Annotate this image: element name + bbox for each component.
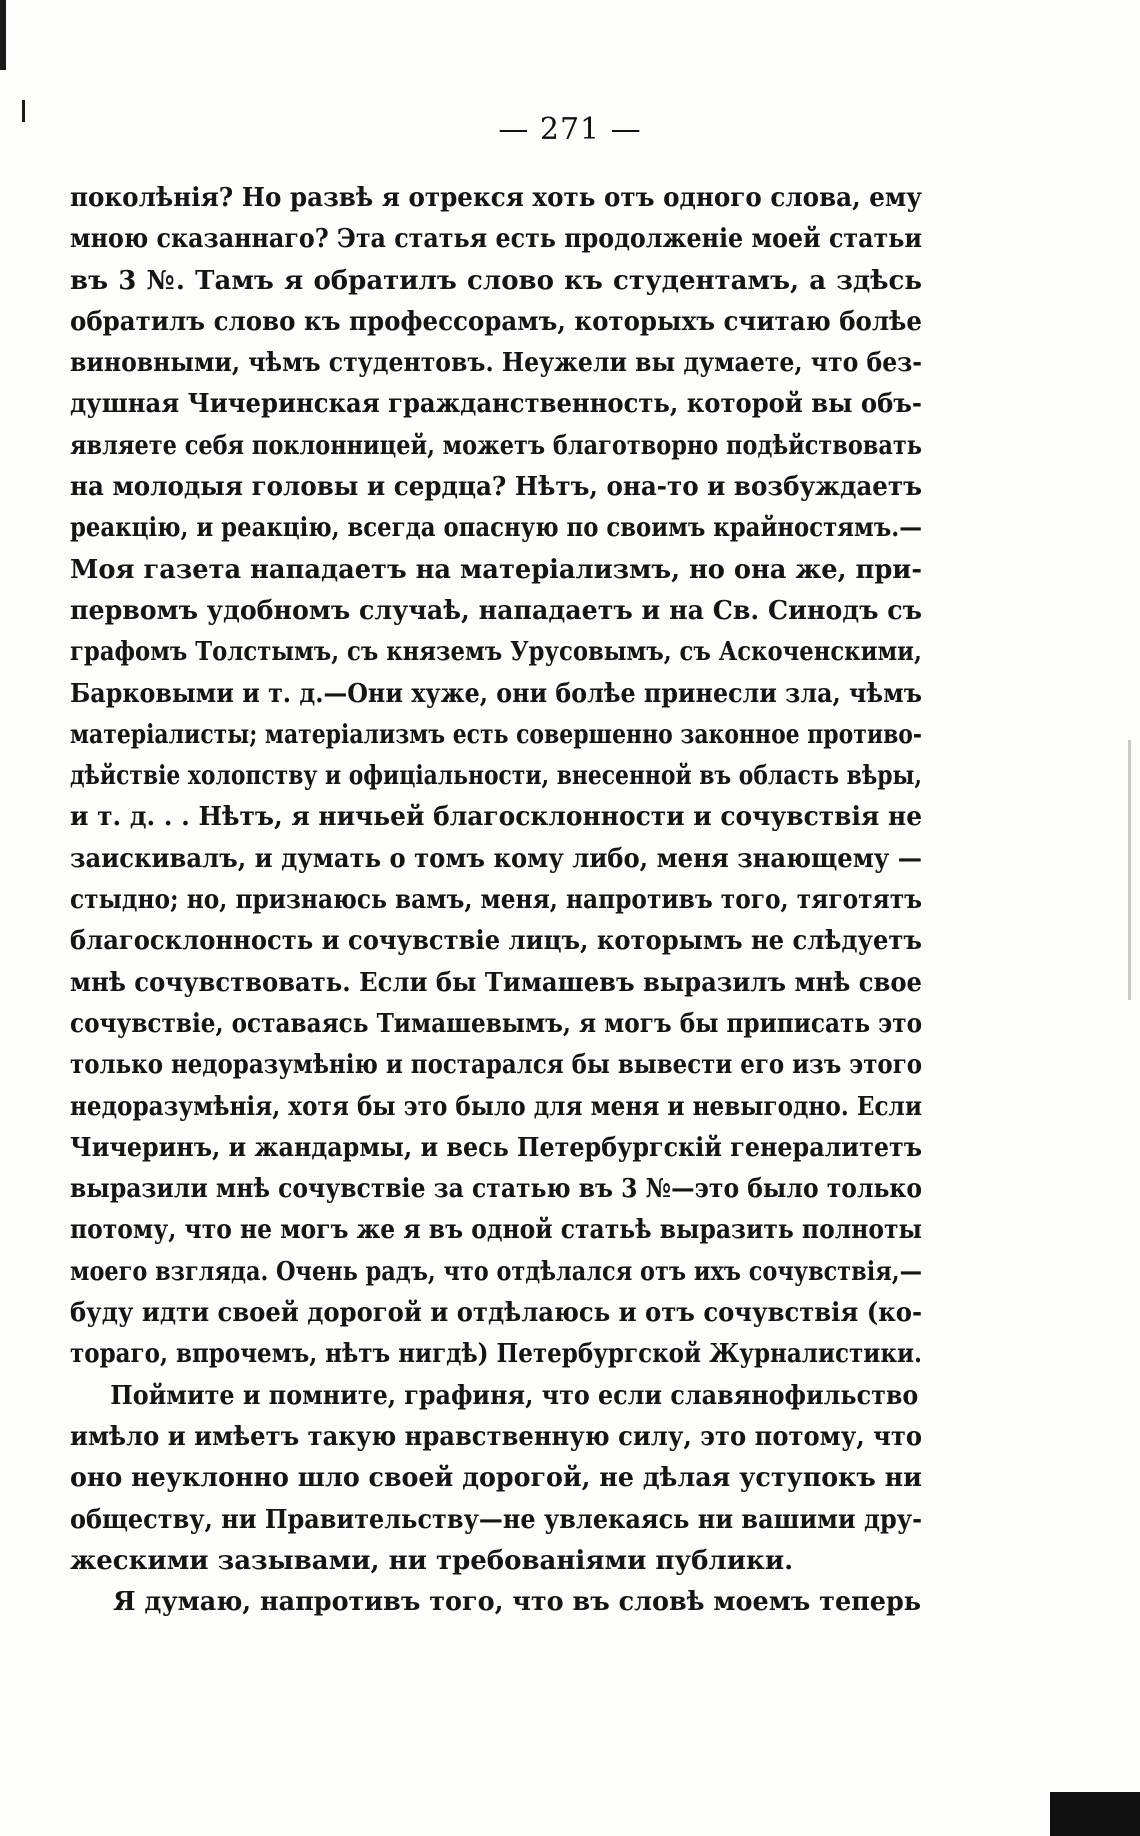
text-line: тораго, впрочемъ, нѣтъ нигдѣ) Петербургской Журналистики. bbox=[70, 1339, 923, 1370]
text-line: матеріалисты; матеріализмъ есть совершенно законное противо- bbox=[70, 719, 923, 750]
page-number: — 271 — bbox=[498, 112, 642, 147]
text-line: на молодыя головы и сердца? Нѣтъ, она-то и возбуждаетъ bbox=[70, 472, 922, 503]
text-line: графомъ Толстымъ, съ княземъ Урусовымъ, съ Аскоченскими, bbox=[70, 637, 922, 668]
text-line: благосклонность и сочувствіе лицъ, которымъ не слѣдуетъ bbox=[70, 926, 922, 957]
text-line: являете себя поклонницей, можетъ благотворно подѣйствовать bbox=[70, 430, 922, 461]
text-line: недоразумѣнія, хотя бы это было для меня и невыгодно. Если bbox=[70, 1091, 922, 1122]
text-line: душная Чичеринская гражданственность, которой вы объ- bbox=[70, 389, 922, 420]
text-line: мнѣ сочувствовать. Если бы Тимашевъ выразилъ мнѣ свое bbox=[70, 967, 922, 998]
text-line: реакцію, и реакцію, всегда опасную по своимъ крайностямъ.— bbox=[70, 513, 922, 544]
text-line: жескими зазывами, ни требованіями публики. bbox=[70, 1545, 794, 1576]
text-line: дѣйствіе холопству и офиціальности, внесенной въ область вѣры, bbox=[70, 761, 922, 792]
scan-artifact-top-left bbox=[0, 0, 6, 70]
text-line: обратилъ слово къ профессорамъ, которыхъ считаю болѣе bbox=[70, 306, 922, 337]
text-line: первомъ удобномъ случаѣ, нападаетъ и на Св. Синодъ съ bbox=[70, 595, 923, 626]
text-line: потому, что не могъ же я въ одной статьѣ выразить полноты bbox=[70, 1215, 922, 1246]
text-line: обществу, ни Правительству—не увлекаясь ни вашими дру- bbox=[70, 1504, 923, 1535]
text-line: поколѣнія? Но развѣ я отрекся хоть отъ одного слова, ему bbox=[70, 183, 923, 213]
text-line: выразили мнѣ сочувствіе за статью въ 3 №—это было только bbox=[70, 1174, 923, 1205]
text-line: въ 3 №. Тамъ я обратилъ слово къ студентамъ, а здѣсь bbox=[70, 265, 922, 296]
text-line: Моя газета нападаетъ на матеріализмъ, но она же, при- bbox=[70, 554, 923, 585]
text-line: Барковыми и т. д.—Они хуже, они болѣе принесли зла, чѣмъ bbox=[70, 678, 923, 709]
text-line: заискивалъ, и думать о томъ кому либо, меня знающему — bbox=[70, 843, 923, 874]
scan-artifact-right-edge bbox=[1128, 740, 1131, 1000]
text-line: стыдно; но, признаюсь вамъ, меня, напротивъ того, тяготятъ bbox=[70, 885, 923, 916]
body-text bbox=[70, 178, 922, 1623]
text-line: только недоразумѣнію и постарался бы вывести его изъ этого bbox=[70, 1050, 923, 1081]
text-line: Поймите и помните, графиня, что если славянофильство bbox=[110, 1380, 919, 1411]
text-line: мною сказаннаго? Эта статья есть продолженіе моей статьи bbox=[70, 224, 923, 255]
text-line: и т. д. . . Нѣтъ, я ничьей благосклонности и сочувствія не bbox=[70, 802, 923, 833]
text-line: оно неуклонно шло своей дорогой, не дѣлая уступокъ ни bbox=[70, 1463, 922, 1494]
text-line: Я думаю, напротивъ того, что въ словѣ моемъ теперь bbox=[113, 1587, 922, 1618]
text-line: Чичеринъ, и жандармы, и весь Петербургскій генералитетъ bbox=[70, 1132, 923, 1163]
text-line: буду идти своей дорогой и отдѣлаюсь и отъ сочувствія (ко- bbox=[70, 1298, 923, 1329]
text-line: сочувствіе, оставаясь Тимашевымъ, я могъ бы приписать это bbox=[70, 1008, 923, 1039]
text-line: моего взгляда. Очень радъ, что отдѣлался отъ ихъ сочувствія,— bbox=[70, 1256, 922, 1287]
scan-artifact-bottom-right bbox=[1050, 1792, 1140, 1836]
text-line: имѣло и имѣетъ такую нравственную силу, это потому, что bbox=[70, 1421, 923, 1452]
text-line: виновными, чѣмъ студентовъ. Неужели вы думаете, что без- bbox=[70, 348, 922, 379]
